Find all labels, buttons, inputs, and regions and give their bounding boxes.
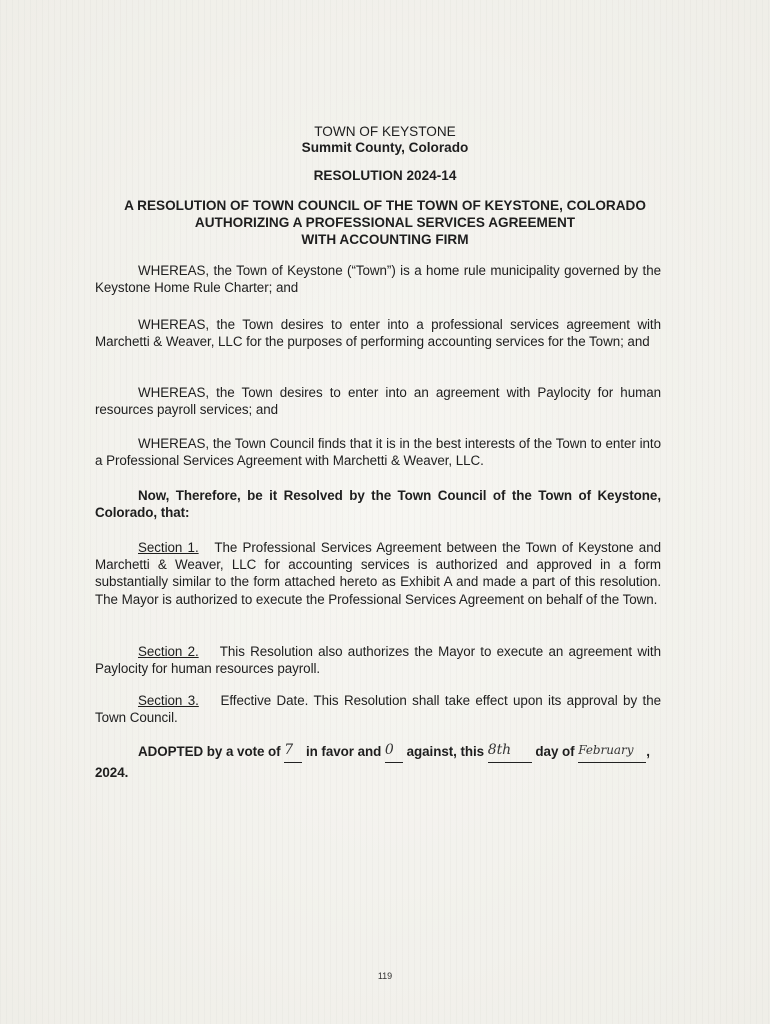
adoption-year: 2024.	[95, 765, 129, 780]
votes-for-blank	[284, 742, 302, 763]
resolution-number: RESOLUTION 2024-14	[313, 168, 457, 183]
month-blank	[578, 742, 646, 763]
section-text: Effective Date. This Resolution shall take effect upon its approval by the Town Council.	[95, 693, 661, 726]
adoption-statement: ADOPTED by a vote of 7 in favor and 0 against, this 8th day of February , 2024.	[95, 742, 650, 780]
votes-against-value: 0	[384, 742, 394, 758]
section-paragraph	[95, 643, 661, 677]
section-paragraph	[95, 539, 661, 608]
votes-for-value: 7	[284, 742, 294, 758]
whereas-paragraph: WHEREAS, the Town Council finds that it is in the best interests of the Town to enter into a Professional Services Agreement with Marchetti & Weaver, LLC.	[95, 436, 661, 469]
title-line: A RESOLUTION OF TOWN COUNCIL OF THE TOWN OF KEYSTONE, COLORADO	[124, 198, 646, 213]
title-line: AUTHORIZING A PROFESSIONAL SERVICES AGREEMENT	[194, 215, 576, 231]
section-label: Section 3.	[138, 693, 199, 708]
section-text: The Professional Services Agreement between the Town of Keystone and Marchetti & Weaver, LLC for accounting services is authorized and approved in a form substantially similar to the form attached hereto as Exhibit A and made a part of this resolution. The Mayor is authorized to execute the Professional Services Agreement on behalf of the Town.	[95, 540, 661, 607]
section-text: This Resolution also authorizes the Mayor to execute an agreement with Paylocity for human resources payroll.	[95, 644, 661, 677]
resolved-clause: Now, Therefore, be it Resolved by the Town Council of the Town of Keystone, Colorado, that:	[95, 488, 661, 521]
town-name: TOWN OF KEYSTONE	[314, 124, 456, 139]
votes-against-blank	[385, 742, 403, 763]
whereas-paragraph: WHEREAS, the Town of Keystone (“Town”) is a home rule municipality governed by the Keystone Home Rule Charter; and	[95, 263, 661, 296]
whereas-paragraph: WHEREAS, the Town desires to enter into a professional services agreement with Marchetti & Weaver, LLC for the purposes of performing accounting services for the Town; and	[95, 317, 661, 350]
page-number: 119	[377, 971, 393, 981]
section-label: Section 1.	[138, 540, 199, 555]
day-value: 8th	[487, 742, 512, 758]
county-name: Summit County, Colorado	[301, 140, 469, 155]
section-label: Section 2.	[138, 644, 199, 659]
day-blank	[488, 742, 532, 763]
month-value: February	[578, 743, 634, 757]
title-line: WITH ACCOUNTING FIRM	[301, 232, 469, 248]
whereas-paragraph: WHEREAS, the Town desires to enter into an agreement with Paylocity for human resources payroll services; and	[95, 385, 661, 418]
section-paragraph	[95, 692, 661, 726]
resolution-title	[0, 197, 770, 249]
